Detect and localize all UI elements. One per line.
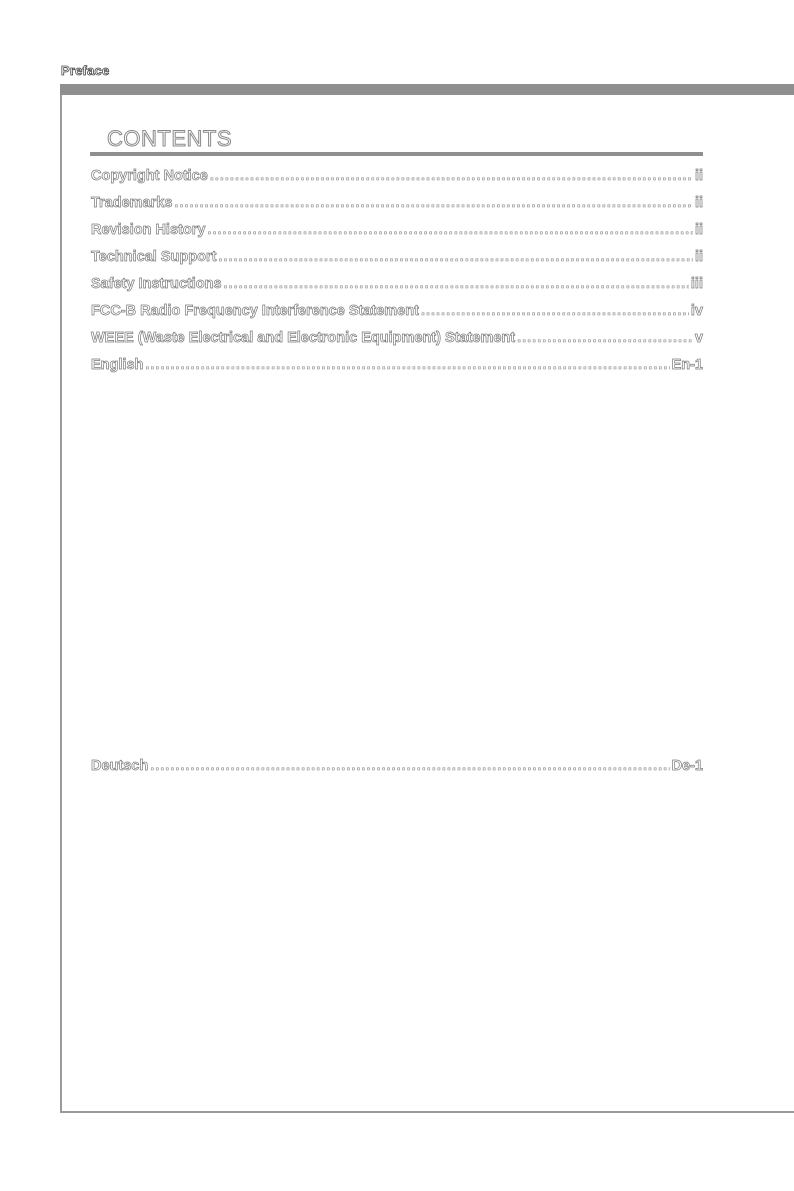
toc-leader bbox=[207, 222, 693, 238]
toc-entry-title: Revision History bbox=[91, 222, 206, 238]
toc-leader bbox=[145, 357, 669, 373]
toc-entry-title: Technical Support bbox=[91, 249, 217, 265]
toc-entry-title: English bbox=[91, 357, 144, 373]
header-bar bbox=[60, 84, 794, 95]
toc-entry[interactable] bbox=[91, 195, 703, 222]
toc-entry-title: Deutsch bbox=[91, 758, 149, 774]
toc-entry-page: De-1 bbox=[671, 758, 703, 774]
toc-entry-page: ii bbox=[694, 222, 703, 238]
toc-entry-title: WEEE (Waste Electrical and Electronic Equipment) Statement bbox=[91, 330, 516, 346]
toc-front-list bbox=[91, 168, 703, 384]
toc-entry-title: Safety Instructions bbox=[91, 276, 222, 292]
toc-leader bbox=[150, 758, 669, 774]
toc-entry-page: iv bbox=[690, 303, 703, 319]
contents-heading: CONTENTS bbox=[107, 126, 232, 151]
toc-entry-title: Trademarks bbox=[91, 195, 173, 211]
heading-rule bbox=[90, 152, 703, 156]
toc-entry-page: En-1 bbox=[671, 357, 703, 373]
toc-entry-page: iii bbox=[690, 276, 703, 292]
toc-leader bbox=[174, 195, 693, 211]
toc-leader bbox=[210, 168, 693, 184]
toc-entry-page: v bbox=[694, 330, 703, 346]
toc-entry-title: FCC-B Radio Frequency Interference Statement bbox=[91, 303, 419, 319]
toc-entry-page: ii bbox=[694, 249, 703, 265]
toc-leader bbox=[517, 330, 693, 346]
toc-entry[interactable] bbox=[91, 758, 703, 785]
toc-entry[interactable] bbox=[91, 303, 703, 330]
toc-entry[interactable] bbox=[91, 276, 703, 303]
toc-leader bbox=[224, 276, 689, 292]
toc-language-list bbox=[91, 758, 703, 785]
toc-entry[interactable] bbox=[91, 222, 703, 249]
toc-entry-page: ii bbox=[694, 168, 703, 184]
section-label: Preface bbox=[61, 63, 110, 78]
toc-entry[interactable] bbox=[91, 168, 703, 195]
toc-entry[interactable] bbox=[91, 330, 703, 357]
toc-entry-page: ii bbox=[694, 195, 703, 211]
toc-entry[interactable] bbox=[91, 357, 703, 384]
toc-leader bbox=[218, 249, 693, 265]
toc-entry-title: Copyright Notice bbox=[91, 168, 208, 184]
toc-leader bbox=[421, 303, 689, 319]
toc-entry[interactable] bbox=[91, 249, 703, 276]
